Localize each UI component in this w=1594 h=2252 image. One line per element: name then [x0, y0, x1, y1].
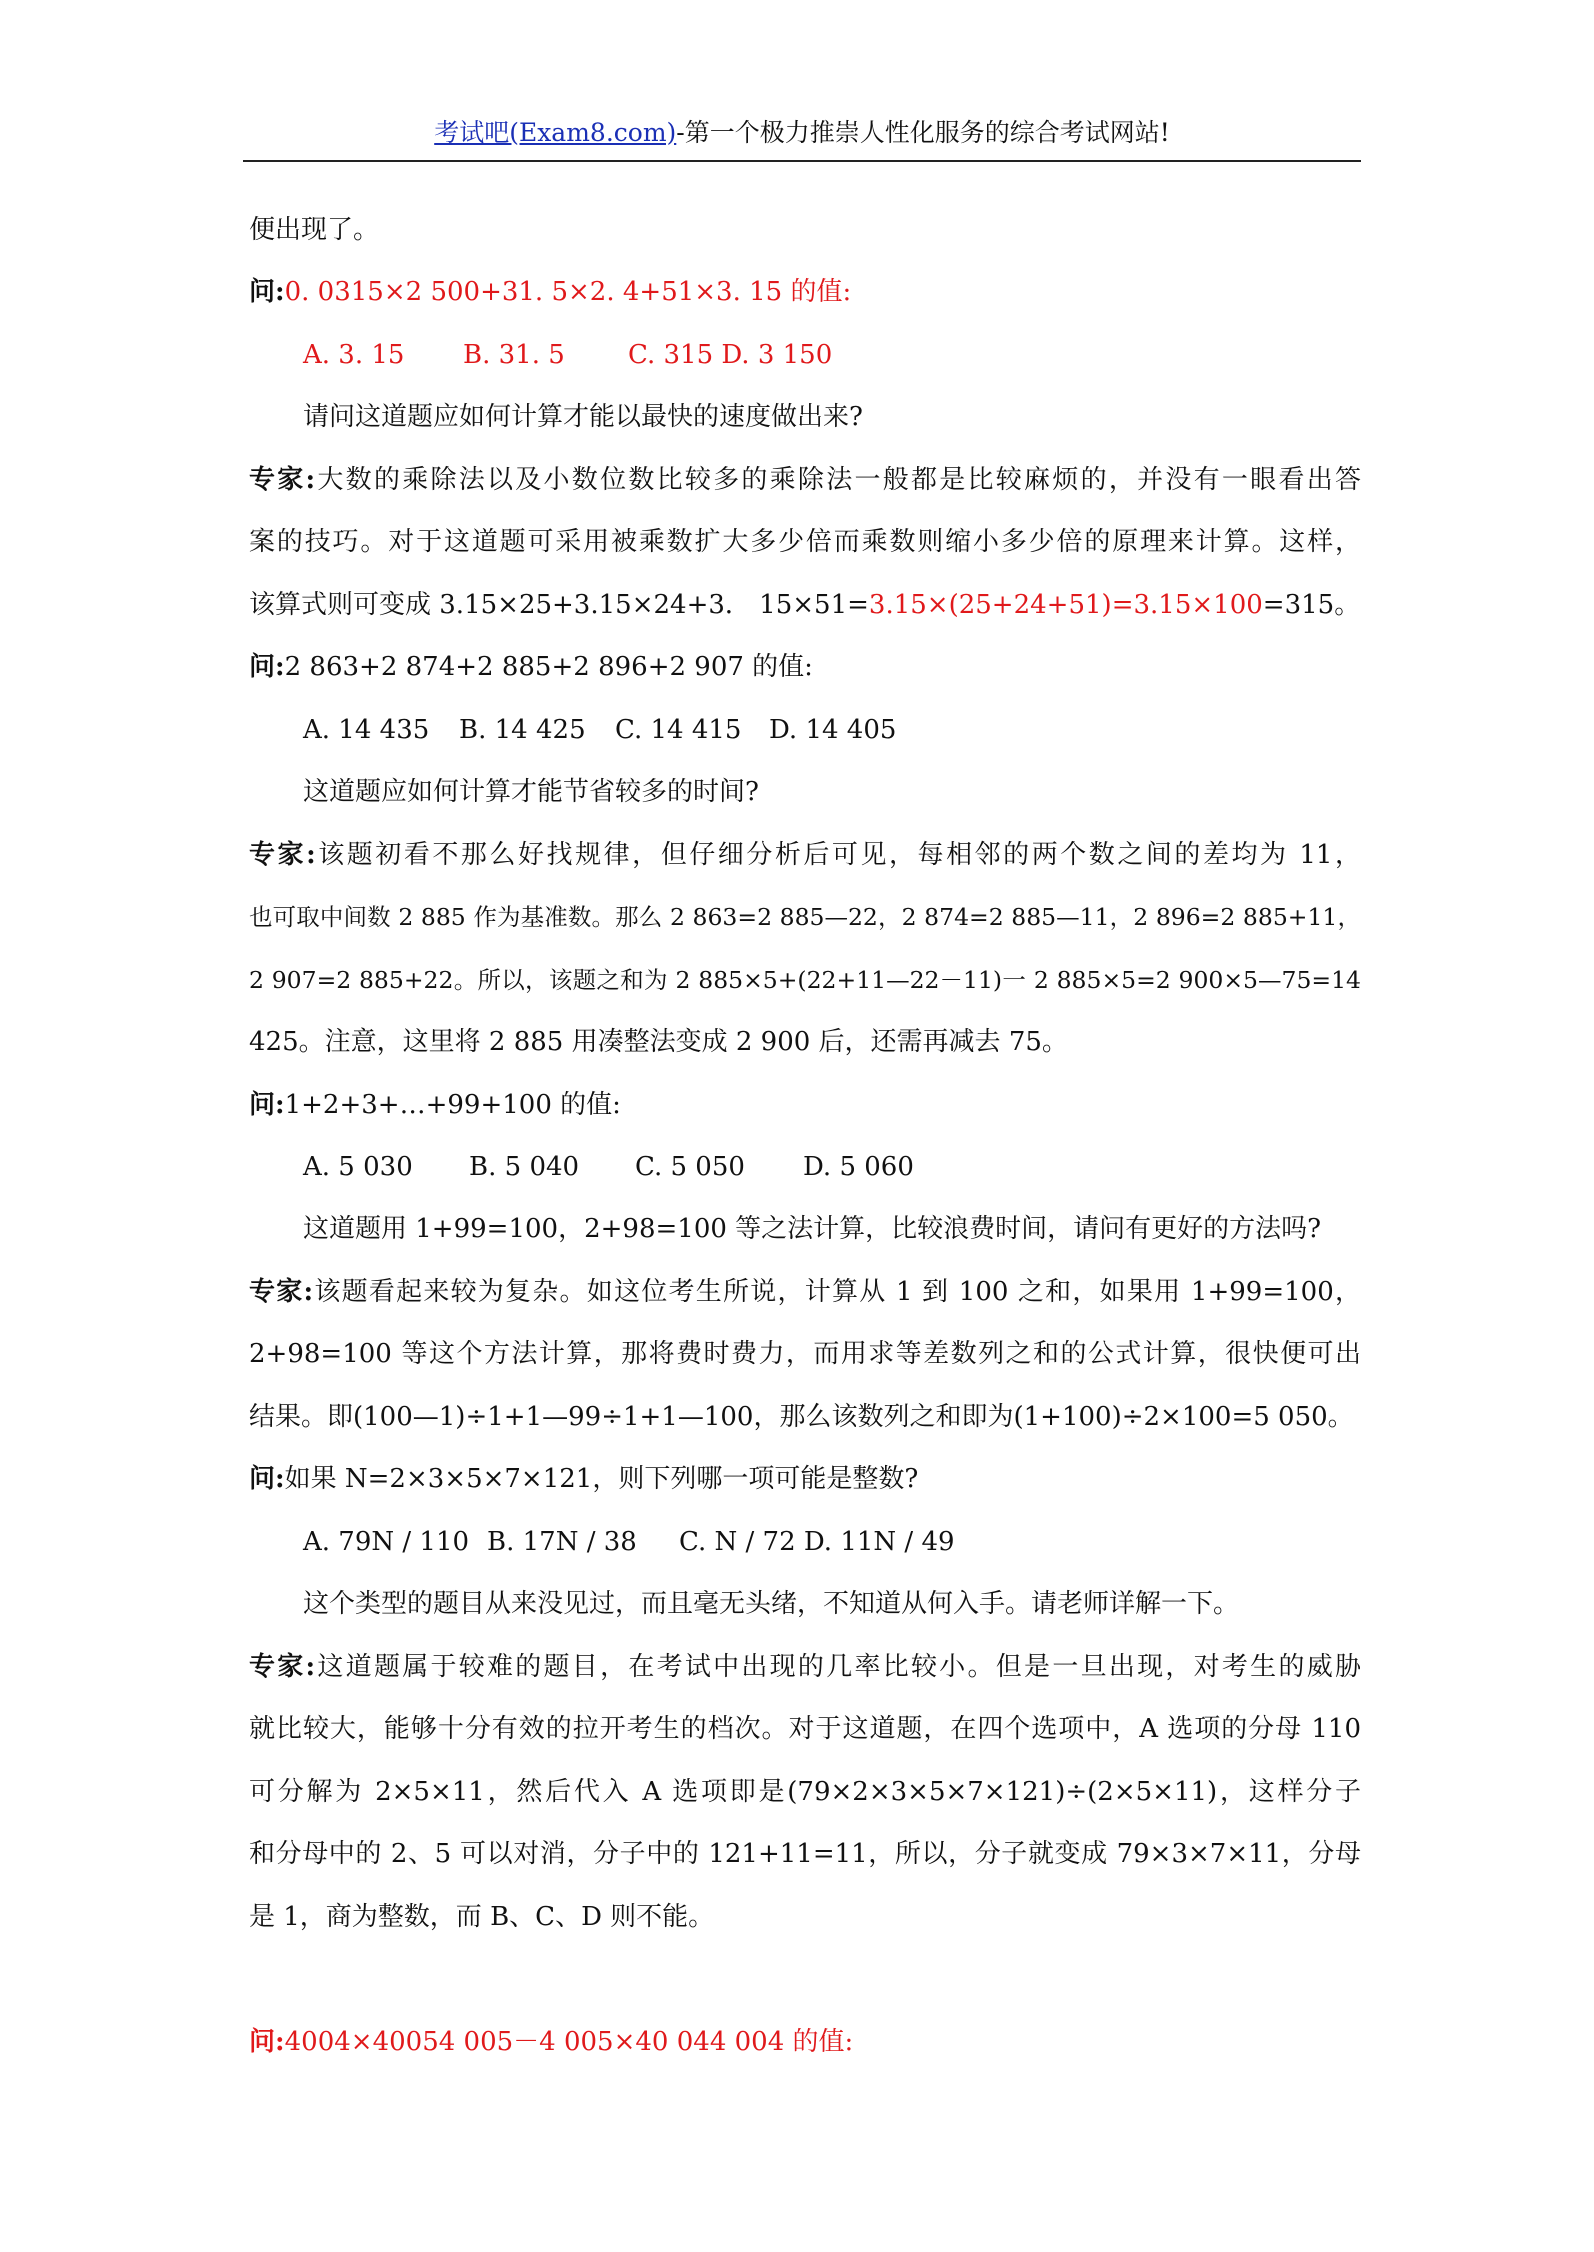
question-label: 问: — [249, 1464, 285, 1494]
expert-text: =315。 — [1262, 590, 1361, 620]
question-text: 如果 N=2×3×5×7×121，则下列哪一项可能是整数? — [284, 1464, 919, 1494]
site-slogan: -第一个极力推崇人性化服务的综合考试网站! — [676, 118, 1170, 147]
header-rule — [243, 160, 1361, 162]
question-text: 0. 0315×2 500+31. 5×2. 4+51×3. 15 的值: — [284, 277, 852, 307]
expert-2-line-3: 2 907=2 885+22。所以，该题之和为 2 885×5+(22+11—22－11)一 2 885×5=2 900×5—75=14 — [249, 966, 1361, 994]
question-label: 问: — [249, 1090, 285, 1120]
expert-4-line-2: 就比较大，能够十分有效的拉开考生的档次。对于这道题，在四个选项中，A 选项的分母 110 — [249, 1714, 1361, 1744]
option-d: D. 14 405 — [769, 715, 897, 745]
question-2 — [249, 650, 1361, 684]
question-text: 2 863+2 874+2 885+2 896+2 907 的值: — [284, 652, 813, 682]
question-1 — [249, 275, 1361, 309]
site-link[interactable]: 考试吧(Exam8.com) — [434, 118, 677, 147]
page-header — [243, 118, 1361, 148]
option-cd: C. 315 D. 3 150 — [628, 340, 833, 370]
expert-label: 专家: — [249, 840, 316, 870]
question-4-options — [303, 1525, 1361, 1559]
option-b: B. 17N / 38 — [487, 1527, 637, 1557]
question-text: 1+2+3+…+99+100 的值: — [284, 1090, 621, 1120]
question-label: 问: — [249, 652, 285, 682]
question-label: 问: — [249, 2027, 285, 2057]
expert-text: 该题初看不那么好找规律，但仔细分析后可见，每相邻的两个数之间的差均为 11， — [315, 840, 1361, 870]
expert-4-line-1 — [249, 1650, 1361, 1684]
expert-4-line-4: 和分母中的 2、5 可以对消，分子中的 121+11=11，所以，分子就变成 79×3×7×11，分母 — [249, 1839, 1361, 1869]
expert-3-line-1 — [249, 1275, 1361, 1309]
expert-label: 专家: — [249, 465, 316, 495]
option-b: B. 5 040 — [469, 1152, 580, 1182]
question-1-options — [303, 338, 1361, 372]
expert-highlight: 3.15×(25+24+51)=3.15×100 — [868, 590, 1263, 620]
expert-text: 该算式则可变成 3.15×25+3.15×24+3． 15×51= — [249, 590, 869, 620]
question-3-options — [303, 1150, 1361, 1184]
expert-text: 该题看起来较为复杂。如这位考生所说，计算从 1 到 100 之和，如果用 1+99=100， — [313, 1277, 1361, 1307]
expert-2-line-1 — [249, 838, 1361, 872]
option-a: A. 3. 15 — [303, 340, 405, 370]
question-2-ask: 这道题应如何计算才能节省较多的时间? — [303, 777, 759, 807]
question-4-ask: 这个类型的题目从来没见过，而且毫无头绪，不知道从何入手。请老师详解一下。 — [303, 1589, 1240, 1619]
option-a: A. 79N / 110 — [303, 1527, 470, 1557]
question-4 — [249, 1462, 1361, 1496]
question-5 — [249, 2025, 1361, 2059]
question-3-ask: 这道题用 1+99=100，2+98=100 等之法计算，比较浪费时间，请问有更好的方法吗? — [303, 1214, 1322, 1244]
option-d: D. 5 060 — [803, 1152, 914, 1182]
option-b: B. 14 425 — [459, 715, 586, 745]
question-1-ask: 请问这道题应如何计算才能以最快的速度做出来? — [303, 402, 863, 432]
expert-4-line-5: 是 1，商为整数，而 B、C、D 则不能。 — [249, 1902, 715, 1932]
option-c: C. 5 050 — [635, 1152, 745, 1182]
paragraph-line: 便出现了。 — [249, 215, 380, 245]
expert-4-line-3: 可分解为 2×5×11，然后代入 A 选项即是(79×2×3×5×7×121)÷(2×5×11)，这样分子 — [249, 1777, 1361, 1807]
option-c: C. 14 415 — [615, 715, 742, 745]
expert-1-line-3 — [249, 588, 1361, 622]
option-a: A. 14 435 — [303, 715, 430, 745]
option-cd: C. N / 72 D. 11N / 49 — [679, 1527, 955, 1557]
expert-text: 大数的乘除法以及小数位数比较多的乘除法一般都是比较麻烦的，并没有一眼看出答 — [315, 465, 1361, 495]
option-a: A. 5 030 — [303, 1152, 413, 1182]
expert-1-line-2: 案的技巧。对于这道题可采用被乘数扩大多少倍而乘数则缩小多少倍的原理来计算。这样， — [249, 527, 1361, 557]
expert-2-line-2: 也可取中间数 2 885 作为基准数。那么 2 863=2 885—22，2 874=2 885—11，2 896=2 885+11， — [249, 903, 1361, 931]
expert-label: 专家: — [249, 1652, 316, 1682]
expert-3-line-3: 结果。即(100—1)÷1+1—99÷1+1—100，那么该数列之和即为(1+100)÷2×100=5 050。 — [249, 1402, 1354, 1432]
question-3 — [249, 1088, 1361, 1122]
expert-text: 这道题属于较难的题目，在考试中出现的几率比较小。但是一旦出现，对考生的威胁 — [315, 1652, 1361, 1682]
question-2-options — [303, 713, 1361, 747]
expert-1-line-1 — [249, 463, 1361, 497]
expert-label: 专家: — [249, 1277, 314, 1307]
expert-2-line-4: 425。注意，这里将 2 885 用凑整法变成 2 900 后，还需再减去 75。 — [249, 1027, 1068, 1057]
question-label: 问: — [249, 277, 285, 307]
question-text: 4004×40054 005－4 005×40 044 004 的值: — [284, 2027, 854, 2057]
expert-3-line-2: 2+98=100 等这个方法计算，那将费时费力，而用求等差数列之和的公式计算，很快便可出 — [249, 1339, 1361, 1369]
option-b: B. 31. 5 — [463, 340, 565, 370]
